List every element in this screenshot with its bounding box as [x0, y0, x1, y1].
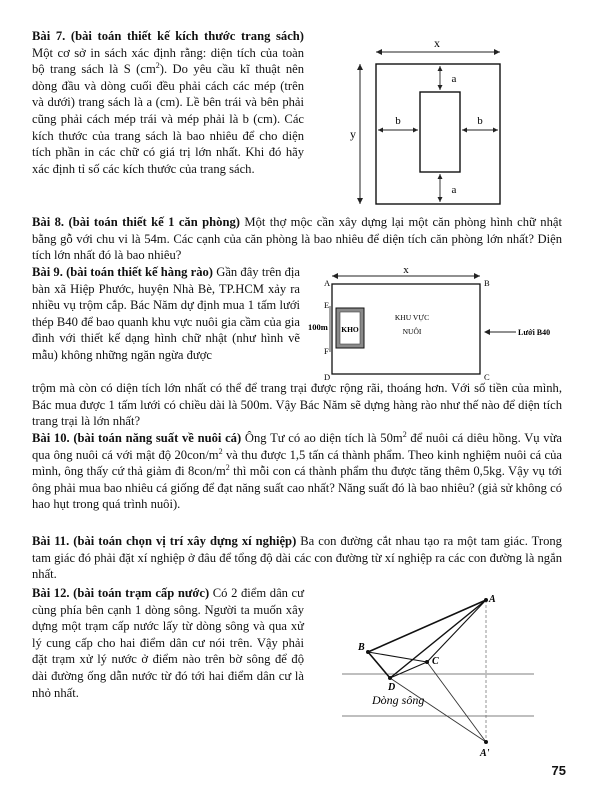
problem-8-heading: Bài 8. (bài toán thiết kế 1 căn phòng) — [32, 215, 240, 229]
problem-9-continued: trộm mà còn có diện tích lớn nhất có thể để trang trại được rộng rãi, thoáng hơn. Với số tiền của mình, Bác mua được 1 tấm lưới có chiều dài là 500m. Vậy Bác Năm sẽ dựng hàng rào như thế nào để diện tích trang trại là lớn nhất? — [32, 381, 562, 429]
problem-10-text: Bài 10. (bài toán năng suất về nuôi cá) Ông Tư có ao diện tích là $50m^2$ để nuôi cá diêu hồng. Vụ vừa qua ông nuôi cá với mật độ $20con/m^2$ và thu được 1,5 tấn cá thành phẩm. Theo kinh nghiệm nuôi cá của mình, ông thấy cứ thả giảm đi $8con/m^2$ thì mỗi con cá thành phẩm thu được tăng thêm 0,5kg. Vậy vụ tới ông phải mua bao nhiêu cá giống để đạt năng suất cao nhất? Năng suất đó là bao nhiêu? (giả sử không có hao hụt trong quá trình nuôi). — [32, 429, 563, 512]
fig12-point-a: A — [489, 594, 496, 605]
problem-12-heading: Bài 12. (bài toán trạm cấp nước) — [32, 586, 210, 600]
problem-11-text: Bài 11. (bài toán chọn vị trí xây dựng xí nghiệp) Ba con đường cắt nhau tạo ra một tam giác. Trong tam giác đó phải đặt xí nghiệp ở đâu để tổng độ dài các con đường từ xí nghiệp ra các con đường là ngắn nhất. — [32, 534, 562, 582]
page-number: 75 — [551, 763, 566, 778]
fig7-label-b-left: b — [395, 115, 401, 127]
fig9-point-e: E — [324, 300, 330, 310]
problem-7-text: Bài 7. (bài toán thiết kế kích thước trang sách) Một cơ sở in sách xác định rằng: diện tích của toàn bộ trang sách là S $(cm^2)$. Do yêu cầu kĩ thuật nên dòng đầu và dòng cuối đều phải cách các mép (trên và dưới) trang sách là a (cm). Lề bên trái và bên phải cũng phải cách mép trái và mép phải là b (cm). Các kích thước của trang sách là bao nhiêu để cho diện tích phần in các chữ có giá trị lớn nhất. Khi đó hãy xác định tỉ số các kích thước của trang sách. — [32, 29, 305, 176]
fig9-storage-label: KHO — [341, 325, 359, 334]
fig7-label-b-right: b — [477, 115, 483, 127]
fig9-point-a: A — [324, 278, 331, 288]
problem-8-text: Bài 8. (bài toán thiết kế 1 căn phòng) Một thợ mộc cần xây dựng lại một căn phòng hình chữ nhật bằng gỗ với chu vi là 54m. Các cạnh của căn phòng là bao nhiêu để diện tích căn phòng lớn nhất? Diện tích lớn nhất đó là bao nhiêu? — [32, 215, 562, 263]
fig9-net-label: Lưới B40 — [518, 328, 551, 337]
fence-figure — [302, 264, 564, 380]
fig9-area-label-1: KHU VỰC — [394, 313, 430, 322]
fig12-point-d: D — [388, 682, 396, 693]
problem-11-heading: Bài 11. (bài toán chọn vị trí xây dựng xí nghiệp) — [32, 534, 297, 548]
problem-10-heading: Bài 10. (bài toán năng suất về nuôi cá) — [32, 431, 242, 445]
fig12-point-c: C — [432, 656, 439, 667]
fig7-label-x: x — [434, 36, 440, 50]
fig7-label-a-bottom: a — [451, 184, 457, 196]
fig9-point-f: F — [324, 346, 329, 356]
fig9-point-c: C — [484, 372, 490, 380]
problem-12-text: Bài 12. (bài toán trạm cấp nước) Có 2 điểm dân cư cùng phía bên cạnh 1 dòng sông. Người ta muốn xây dựng một trạm cấp nước lấy từ dòng sông và qua xử lý cung cấp cho hai điểm dân cư nói trên. Vậy phải đặt trạm xử lý nước ở điểm nào trên bờ sông để độ dài đường ống dẫn nước từ đó tới hai điểm dân cư là nhỏ nhất. — [32, 586, 304, 700]
fig9-point-b: B — [484, 278, 490, 288]
fig12-point-a-prime: A' — [480, 748, 490, 759]
water-station-figure — [328, 590, 540, 760]
fig9-label-x: x — [403, 264, 409, 276]
fig7-label-y: y — [350, 127, 356, 141]
problem-9-text: Bài 9. (bài toán thiết kế hàng rào) Gần đây trên địa bàn xã Hiệp Phước, huyện Nhà Bè, TP.HCM xảy ra nhiều vụ trộm cắp. Bác Năm dự định mua 1 tấm lưới thép B40 để bao quanh khu vực nuôi gia cầm của gia đình với thiết kế dạng hình chữ nhật (như hình vẽ mẫu) không những ngăn ngừa được — [32, 265, 300, 362]
problem-7-heading: Bài 7. (bài toán thiết kế kích thước trang sách) — [32, 29, 304, 43]
fig9-side-length: 100m — [308, 322, 328, 332]
problem-9-heading: Bài 9. (bài toán thiết kế hàng rào) — [32, 265, 213, 279]
fig9-area-label-2: NUÔI — [402, 327, 422, 336]
fig12-river-label: Dòng sông — [372, 693, 425, 707]
page-margin-figure — [340, 30, 520, 208]
fig12-point-b: B — [358, 642, 365, 653]
fig9-point-d: D — [324, 372, 331, 380]
fig7-label-a-top: a — [451, 73, 457, 85]
